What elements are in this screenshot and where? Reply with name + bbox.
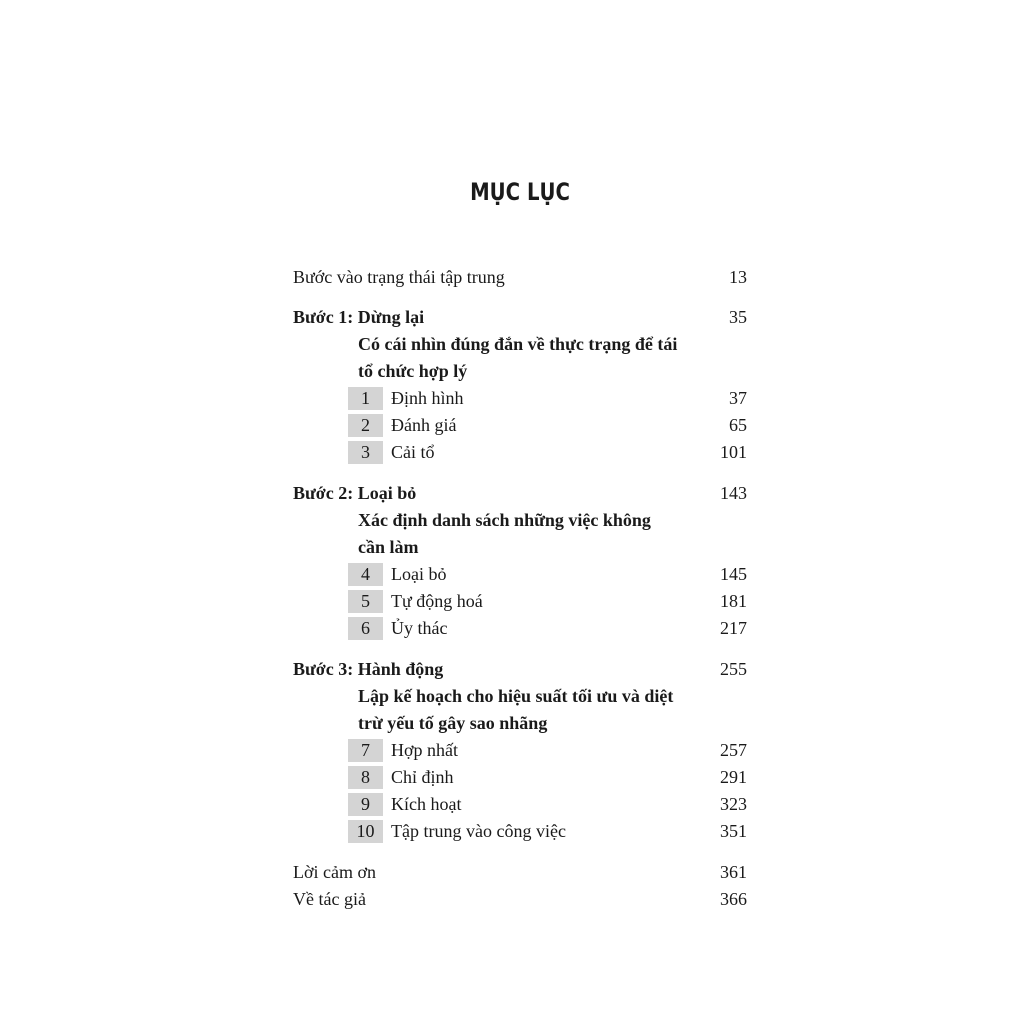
subtitle-line: Có cái nhìn đúng đắn về thực trạng để tái	[358, 334, 678, 354]
subtitle-line: tổ chức hợp lý	[358, 361, 468, 381]
chapter-page: 323	[720, 794, 747, 814]
chapter-label: Kích hoạt	[391, 794, 462, 814]
toc-chapter	[293, 588, 747, 615]
chapter-number-badge: 5	[348, 590, 383, 613]
chapter-number-badge: 3	[348, 441, 383, 464]
toc-entry-label: Lời cảm ơn	[293, 862, 377, 882]
toc-chapter	[293, 737, 747, 764]
toc-chapter	[293, 385, 747, 412]
chapter-page: 257	[720, 740, 747, 760]
chapter-label: Đánh giá	[391, 415, 457, 435]
toc-part-page: 255	[720, 659, 747, 679]
toc-part-label: Bước 3: Hành động	[293, 659, 444, 679]
toc-entry-acknowledgements	[293, 859, 747, 886]
toc-part-subtitle	[293, 331, 747, 358]
subtitle-line: trừ yếu tố gây sao nhãng	[358, 713, 548, 733]
toc-chapter	[293, 412, 747, 439]
toc-entry-about-author	[293, 886, 747, 913]
toc-entry-page: 366	[720, 889, 747, 909]
chapter-label: Chỉ định	[391, 767, 454, 787]
toc-chapter	[293, 439, 747, 466]
toc-chapter	[293, 561, 747, 588]
chapter-label: Tự động hoá	[391, 591, 483, 611]
chapter-number-badge: 4	[348, 563, 383, 586]
chapter-number-badge: 7	[348, 739, 383, 762]
chapter-label: Ủy thác	[391, 618, 448, 638]
chapter-number-badge: 8	[348, 766, 383, 789]
chapter-page: 181	[720, 591, 747, 611]
toc-part-2	[293, 480, 747, 507]
toc-chapter	[293, 764, 747, 791]
toc-chapter	[293, 615, 747, 642]
chapter-number-badge: 2	[348, 414, 383, 437]
chapter-page: 37	[729, 388, 747, 408]
chapter-page: 145	[720, 564, 747, 584]
chapter-number-badge: 1	[348, 387, 383, 410]
chapter-label: Hợp nhất	[391, 740, 459, 760]
toc-part-subtitle	[293, 358, 747, 385]
toc-part-subtitle	[293, 683, 747, 710]
toc-entry-label: Về tác giả	[293, 889, 366, 909]
chapter-number-badge: 10	[348, 820, 383, 843]
subtitle-line: Xác định danh sách những việc không	[358, 510, 651, 530]
toc-part-label: Bước 1: Dừng lại	[293, 307, 425, 327]
toc-chapter	[293, 818, 747, 845]
toc-part-3	[293, 656, 747, 683]
page-title: MỤC LỤC	[470, 178, 570, 206]
toc-part-subtitle	[293, 534, 747, 561]
subtitle-line: cần làm	[358, 537, 419, 557]
toc-entry-page: 361	[720, 862, 747, 882]
chapter-page: 65	[729, 415, 747, 435]
chapter-page: 217	[720, 618, 747, 638]
toc-entry-page: 13	[729, 267, 747, 287]
chapter-page: 101	[720, 442, 747, 462]
table-of-contents	[293, 264, 747, 913]
toc-part-page: 35	[729, 307, 747, 327]
chapter-number-badge: 6	[348, 617, 383, 640]
toc-entry-label: Bước vào trạng thái tập trung	[293, 267, 505, 287]
toc-part-page: 143	[720, 483, 747, 503]
toc-entry-intro	[293, 264, 747, 291]
subtitle-line: Lập kế hoạch cho hiệu suất tối ưu và diệt	[358, 686, 674, 706]
chapter-label: Tập trung vào công việc	[391, 821, 566, 841]
chapter-number-badge: 9	[348, 793, 383, 816]
toc-part-1	[293, 304, 747, 331]
chapter-page: 291	[720, 767, 747, 787]
toc-chapter	[293, 791, 747, 818]
toc-part-subtitle	[293, 507, 747, 534]
chapter-label: Cải tổ	[391, 442, 435, 462]
chapter-label: Định hình	[391, 388, 464, 408]
toc-part-label: Bước 2: Loại bỏ	[293, 483, 417, 503]
chapter-page: 351	[720, 821, 747, 841]
chapter-label: Loại bỏ	[391, 564, 447, 584]
toc-part-subtitle	[293, 710, 747, 737]
